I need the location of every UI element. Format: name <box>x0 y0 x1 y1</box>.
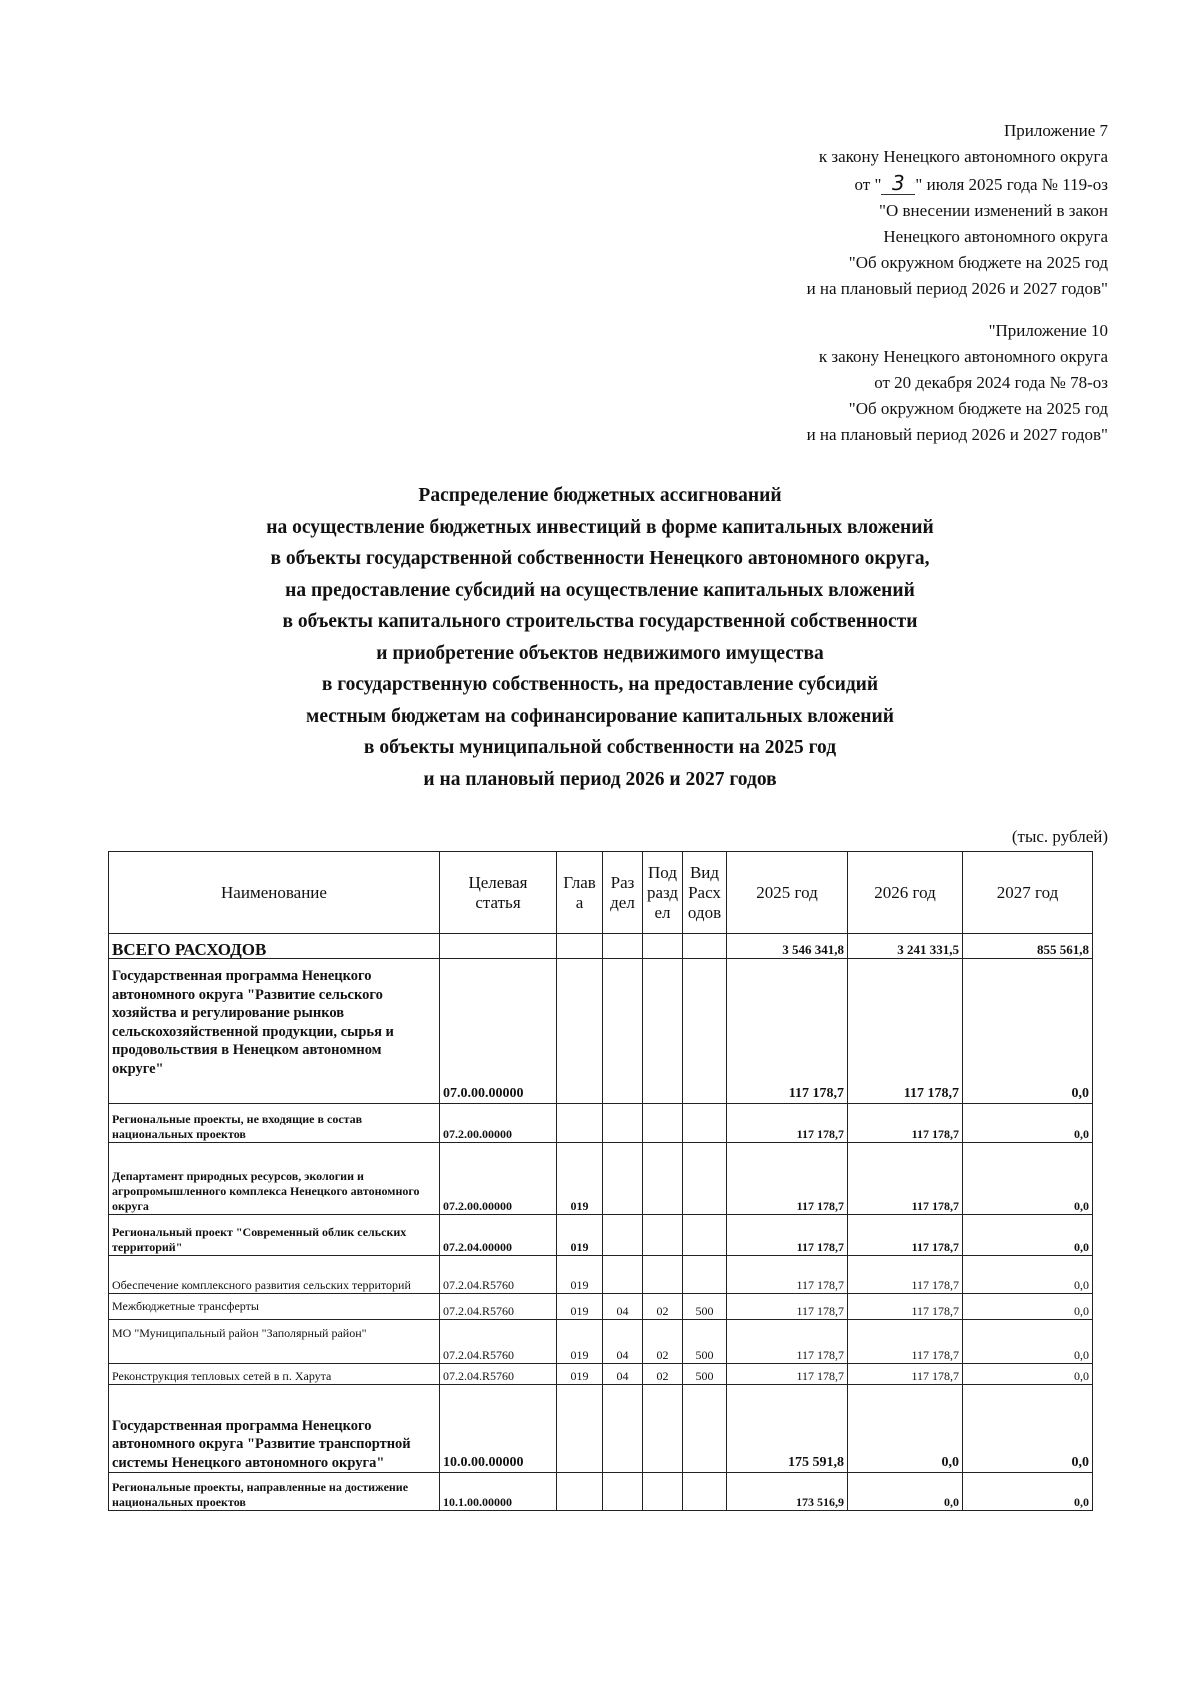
table-header-row <box>109 852 1093 934</box>
row-section <box>603 1215 643 1256</box>
row-exptype <box>683 959 727 1104</box>
row-2026: 117 178,7 <box>848 1143 963 1215</box>
row-section <box>603 959 643 1104</box>
row-code: 07.2.00.00000 <box>440 1143 557 1215</box>
units-label: (тыс. рублей) <box>1011 827 1108 846</box>
appendix-law-ref: к закону Ненецкого автономного округа <box>818 147 1108 166</box>
title-line: и на плановый период 2026 и 2027 годов <box>423 768 777 790</box>
table-row <box>109 1385 1093 1473</box>
title-line: Распределение бюджетных ассигнований <box>418 485 782 506</box>
row-2027: 0,0 <box>963 1294 1093 1320</box>
table-row <box>109 959 1093 1104</box>
row-chapter: 019 <box>557 1294 603 1320</box>
table-row <box>109 1104 1093 1143</box>
row-section <box>603 1143 643 1215</box>
document-title <box>120 480 1080 795</box>
row-chapter <box>557 934 603 959</box>
row-code: 07.2.04.00000 <box>440 1215 557 1256</box>
row-2026: 0,0 <box>848 1473 963 1511</box>
row-section: 04 <box>603 1364 643 1385</box>
header-subsection: Под разд ел <box>643 852 683 934</box>
header-chapter: Глав а <box>557 852 603 934</box>
row-code: 10.0.00.00000 <box>440 1385 557 1473</box>
row-2025: 117 178,7 <box>727 1364 848 1385</box>
title-line: в объекты муниципальной собственности на 2025 год <box>363 737 837 758</box>
appendix-amend-title-4: и на плановый период 2026 и 2027 годов" <box>806 279 1108 298</box>
orig-appendix-law-ref: к закону Ненецкого автономного округа <box>818 347 1108 366</box>
row-name: Государственная программа Ненецкого автономного округа "Развитие сельского хозяйства и регулирование рынков сельскохозяйственной продукции, сырья и продовольствия в Ненецком автономном округе" <box>109 959 440 1104</box>
row-chapter <box>557 1104 603 1143</box>
row-2025: 175 591,8 <box>727 1385 848 1473</box>
row-2025: 117 178,7 <box>727 959 848 1104</box>
row-chapter: 019 <box>557 1143 603 1215</box>
table-row <box>109 1294 1093 1320</box>
row-2026: 117 178,7 <box>848 959 963 1104</box>
title-line: и приобретение объектов недвижимого имущества <box>376 642 824 664</box>
appendix-date-line <box>807 170 1108 198</box>
row-name: Региональные проекты, направленные на достижение национальных проектов <box>109 1473 440 1511</box>
row-subsection <box>643 1143 683 1215</box>
budget-table <box>108 851 1093 1511</box>
row-2027: 0,0 <box>963 1473 1093 1511</box>
title-line: в объекты капитального строительства государственной собственности <box>282 611 918 632</box>
header-expense-type: Вид Расх одов <box>683 852 727 934</box>
row-2025: 3 546 341,8 <box>727 934 848 959</box>
row-chapter: 019 <box>557 1256 603 1294</box>
header-2026: 2026 год <box>848 852 963 934</box>
row-name: Межбюджетные трансферты <box>109 1294 440 1320</box>
appendix-number: Приложение 7 <box>1004 121 1108 140</box>
row-code: 07.2.00.00000 <box>440 1104 557 1143</box>
row-name: Департамент природных ресурсов, экологии и агропромышленного комплекса Ненецкого автономного округа <box>109 1143 440 1215</box>
row-2027: 0,0 <box>963 959 1093 1104</box>
row-subsection <box>643 934 683 959</box>
table-row <box>109 934 1093 959</box>
row-exptype: 500 <box>683 1320 727 1364</box>
row-exptype <box>683 1215 727 1256</box>
row-code <box>440 934 557 959</box>
row-2027: 0,0 <box>963 1385 1093 1473</box>
row-chapter: 019 <box>557 1215 603 1256</box>
date-prefix: от " <box>854 175 882 194</box>
appendix-amend-title-3: "Об окружном бюджете на 2025 год <box>848 253 1108 272</box>
title-line: местным бюджетам на софинансирование капитальных вложений <box>306 705 894 727</box>
row-exptype <box>683 1473 727 1511</box>
row-name: Обеспечение комплексного развития сельских территорий <box>109 1256 440 1294</box>
row-exptype: 500 <box>683 1294 727 1320</box>
row-2026: 117 178,7 <box>848 1294 963 1320</box>
row-exptype <box>683 1256 727 1294</box>
row-section <box>603 934 643 959</box>
date-suffix: " июля 2025 года № 119-оз <box>915 175 1108 194</box>
row-2025: 117 178,7 <box>727 1104 848 1143</box>
row-2027: 0,0 <box>963 1215 1093 1256</box>
row-exptype <box>683 1143 727 1215</box>
header-target: Целевая статья <box>440 852 557 934</box>
row-subsection: 02 <box>643 1294 683 1320</box>
appendix-amend-title-2: Ненецкого автономного округа <box>883 227 1108 246</box>
row-subsection <box>643 1385 683 1473</box>
appendix-amend-title: "О внесении изменений в закон <box>879 201 1108 220</box>
row-2026: 117 178,7 <box>848 1256 963 1294</box>
row-code: 07.2.04.R5760 <box>440 1364 557 1385</box>
row-subsection <box>643 1104 683 1143</box>
row-2026: 117 178,7 <box>848 1215 963 1256</box>
handwritten-day: 3 <box>881 170 915 198</box>
row-code: 07.0.00.00000 <box>440 959 557 1104</box>
row-2027: 0,0 <box>963 1104 1093 1143</box>
header-section: Раз дел <box>603 852 643 934</box>
title-line: в государственную собственность, на предоставление субсидий <box>321 674 879 695</box>
row-exptype <box>683 1104 727 1143</box>
row-code: 07.2.04.R5760 <box>440 1294 557 1320</box>
row-name: Региональные проекты, не входящие в состав национальных проектов <box>109 1104 440 1143</box>
header-2025: 2025 год <box>727 852 848 934</box>
title-line: на предоставление субсидий на осуществление капитальных вложений <box>285 579 915 601</box>
table-row <box>109 1215 1093 1256</box>
row-name: Региональный проект "Современный облик сельских территорий" <box>109 1215 440 1256</box>
row-exptype <box>683 934 727 959</box>
table-row <box>109 1256 1093 1294</box>
row-chapter <box>557 1385 603 1473</box>
row-chapter <box>557 1473 603 1511</box>
row-2025: 117 178,7 <box>727 1320 848 1364</box>
table-row <box>109 1143 1093 1215</box>
row-name: ВСЕГО РАСХОДОВ <box>109 934 440 959</box>
appendix-10-header <box>807 318 1108 448</box>
row-2027: 0,0 <box>963 1256 1093 1294</box>
orig-appendix-number: "Приложение 10 <box>988 321 1108 340</box>
row-2027: 0,0 <box>963 1364 1093 1385</box>
row-chapter <box>557 959 603 1104</box>
row-2026: 117 178,7 <box>848 1364 963 1385</box>
row-section: 04 <box>603 1320 643 1364</box>
row-section <box>603 1256 643 1294</box>
row-exptype <box>683 1385 727 1473</box>
row-2025: 173 516,9 <box>727 1473 848 1511</box>
row-2027: 0,0 <box>963 1320 1093 1364</box>
row-2025: 117 178,7 <box>727 1256 848 1294</box>
row-section <box>603 1104 643 1143</box>
row-section <box>603 1473 643 1511</box>
row-section <box>603 1385 643 1473</box>
orig-appendix-title-2: и на плановый период 2026 и 2027 годов" <box>806 425 1108 444</box>
row-subsection <box>643 1473 683 1511</box>
header-2027: 2027 год <box>963 852 1093 934</box>
row-2027: 855 561,8 <box>963 934 1093 959</box>
row-subsection <box>643 1256 683 1294</box>
row-name: МО "Муниципальный район "Заполярный район" <box>109 1320 440 1364</box>
row-subsection <box>643 959 683 1104</box>
title-line: на осуществление бюджетных инвестиций в форме капитальных вложений <box>266 516 934 538</box>
row-2025: 117 178,7 <box>727 1294 848 1320</box>
orig-appendix-title: "Об окружном бюджете на 2025 год <box>848 399 1108 418</box>
row-chapter: 019 <box>557 1364 603 1385</box>
row-2025: 117 178,7 <box>727 1215 848 1256</box>
row-2026: 0,0 <box>848 1385 963 1473</box>
row-code: 10.1.00.00000 <box>440 1473 557 1511</box>
row-chapter: 019 <box>557 1320 603 1364</box>
row-code: 07.2.04.R5760 <box>440 1256 557 1294</box>
orig-appendix-date: от 20 декабря 2024 года № 78-оз <box>874 373 1108 392</box>
row-exptype: 500 <box>683 1364 727 1385</box>
row-2026: 3 241 331,5 <box>848 934 963 959</box>
table-row <box>109 1320 1093 1364</box>
header-name: Наименование <box>109 852 440 934</box>
row-subsection <box>643 1215 683 1256</box>
row-section: 04 <box>603 1294 643 1320</box>
row-subsection: 02 <box>643 1320 683 1364</box>
table-row <box>109 1364 1093 1385</box>
row-name: Реконструкция тепловых сетей в п. Харута <box>109 1364 440 1385</box>
row-code: 07.2.04.R5760 <box>440 1320 557 1364</box>
title-line: в объекты государственной собственности Ненецкого автономного округа, <box>270 548 930 569</box>
row-name: Государственная программа Ненецкого автономного округа "Развитие транспортной системы Ненецкого автономного округа" <box>109 1385 440 1473</box>
row-2025: 117 178,7 <box>727 1143 848 1215</box>
appendix-7-header <box>807 118 1108 302</box>
row-2026: 117 178,7 <box>848 1320 963 1364</box>
row-2027: 0,0 <box>963 1143 1093 1215</box>
row-subsection: 02 <box>643 1364 683 1385</box>
table-row <box>109 1473 1093 1511</box>
row-2026: 117 178,7 <box>848 1104 963 1143</box>
